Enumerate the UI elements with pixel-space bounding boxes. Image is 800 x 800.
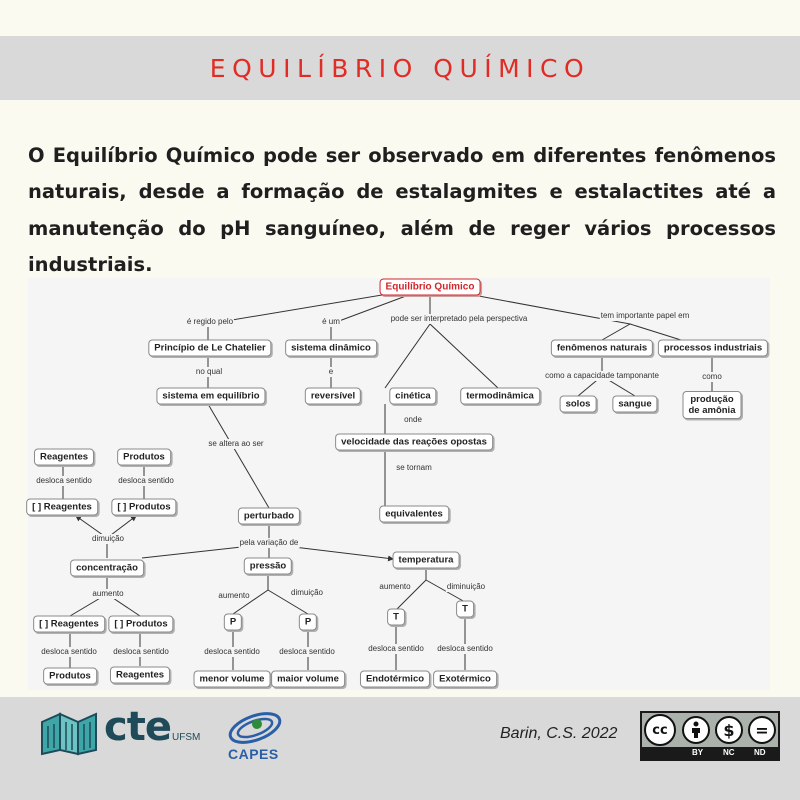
node-amonia bbox=[683, 391, 742, 419]
link-label: dimuição bbox=[290, 588, 324, 597]
capes-logo-text: CAPES bbox=[228, 746, 279, 762]
node-menor-volume: menor volume bbox=[194, 671, 271, 688]
link-label: é um bbox=[322, 317, 340, 326]
concept-map bbox=[28, 278, 770, 690]
cc-nc-label: NC bbox=[723, 748, 735, 757]
node-produtos-bot: Produtos bbox=[43, 668, 97, 685]
cc-by-icon bbox=[682, 716, 710, 744]
node-termodinamica: termodinâmica bbox=[460, 388, 540, 405]
link-label: desloca sentido bbox=[36, 476, 92, 485]
node-fenomenos: fenômenos naturais bbox=[551, 340, 653, 357]
link-label: desloca sentido bbox=[437, 644, 493, 653]
node-reversivel: reversível bbox=[305, 388, 361, 405]
link-label: aumento bbox=[92, 589, 124, 598]
link-label: tem importante papel em bbox=[600, 311, 690, 320]
link-label: pode ser interpretado pela perspectiva bbox=[390, 314, 528, 323]
intro-paragraph: O Equilíbrio Químico pode ser observado em diferentes fenômenos naturais, desde a formação de estalagmites e estalactites até a manutenção do pH sanguíneo, além de reger vários processos industriais. bbox=[28, 143, 776, 276]
cc-nc-icon: $ bbox=[715, 716, 743, 744]
cc-nd-label: ND bbox=[754, 748, 766, 757]
node-equivalentes: equivalentes bbox=[379, 506, 449, 523]
link-label: no qual bbox=[195, 367, 223, 376]
node-p-right: P bbox=[299, 614, 317, 631]
node-root: Equilíbrio Químico bbox=[380, 279, 481, 296]
node-amonia-line1: produção bbox=[690, 394, 734, 405]
link-label: desloca sentido bbox=[279, 647, 335, 656]
node-concentracao: concentração bbox=[70, 560, 144, 577]
link-label: aumento bbox=[379, 582, 411, 591]
link-label: como bbox=[702, 372, 722, 381]
node-produtos-top: Produtos bbox=[117, 449, 171, 466]
node-produtos-conc-bot: [ ] Produtos bbox=[108, 616, 173, 633]
ufsm-logo-text: UFSM bbox=[172, 732, 201, 743]
link-label: desloca sentido bbox=[368, 644, 424, 653]
link-label: pela variação de bbox=[239, 538, 299, 547]
title-banner bbox=[0, 36, 800, 100]
node-le-chatelier: Princípio de Le Chatelier bbox=[148, 340, 271, 357]
node-sistema-equilibrio: sistema em equilíbrio bbox=[156, 388, 265, 405]
capes-logo-icon bbox=[226, 706, 284, 746]
cc-license-badge bbox=[640, 711, 780, 761]
node-pressao: pressão bbox=[244, 558, 292, 575]
node-sangue: sangue bbox=[612, 396, 657, 413]
link-label: e bbox=[328, 367, 334, 376]
link-label: é regido pelo bbox=[186, 317, 234, 326]
edge bbox=[208, 404, 269, 508]
node-t-right: T bbox=[456, 601, 474, 618]
node-reagentes-bot: Reagentes bbox=[110, 667, 170, 684]
cc-by-label: BY bbox=[692, 748, 704, 757]
node-reagentes-conc-top: [ ] Reagentes bbox=[26, 499, 98, 516]
link-label: aumento bbox=[218, 591, 250, 600]
node-solos: solos bbox=[560, 396, 597, 413]
node-endotermico: Endotérmico bbox=[360, 671, 430, 688]
node-amonia-line2: de amônia bbox=[688, 405, 736, 416]
author-credit: Barin, C.S. 2022 bbox=[500, 725, 618, 742]
link-label: dimuição bbox=[91, 534, 125, 543]
node-cinetica: cinética bbox=[389, 388, 436, 405]
node-velocidade: velocidade das reações opostas bbox=[335, 434, 493, 451]
link-label: desloca sentido bbox=[113, 647, 169, 656]
node-processos: processos industriais bbox=[658, 340, 768, 357]
link-label: diminuição bbox=[446, 582, 486, 591]
node-sistema-dinamico: sistema dinâmico bbox=[285, 340, 377, 357]
link-label: desloca sentido bbox=[204, 647, 260, 656]
node-reagentes-conc-bot: [ ] Reagentes bbox=[33, 616, 105, 633]
node-t-left: T bbox=[387, 609, 405, 626]
cc-nd-icon: = bbox=[748, 716, 776, 744]
link-label: se tornam bbox=[396, 463, 432, 472]
node-perturbado: perturbado bbox=[238, 508, 300, 525]
node-p-left: P bbox=[224, 614, 242, 631]
link-label: desloca sentido bbox=[41, 647, 97, 656]
edge bbox=[630, 324, 681, 340]
cc-icon: cc bbox=[644, 714, 676, 746]
link-label: onde bbox=[404, 415, 422, 424]
node-produtos-conc-top: [ ] Produtos bbox=[111, 499, 176, 516]
person-icon bbox=[689, 721, 703, 739]
node-maior-volume: maior volume bbox=[271, 671, 345, 688]
link-label: se altera ao ser bbox=[208, 439, 264, 448]
edge bbox=[430, 324, 498, 388]
link-label: como a capacidade tamponante bbox=[545, 371, 659, 380]
node-exotermico: Exotérmico bbox=[433, 671, 497, 688]
cte-logo-icon bbox=[40, 712, 98, 756]
edge bbox=[385, 287, 430, 388]
node-reagentes-top: Reagentes bbox=[34, 449, 94, 466]
node-temperatura: temperatura bbox=[393, 552, 460, 569]
page-title: EQUILÍBRIO QUÍMICO bbox=[209, 53, 591, 83]
link-label: desloca sentido bbox=[118, 476, 174, 485]
cte-logo-text: cte bbox=[104, 704, 171, 750]
